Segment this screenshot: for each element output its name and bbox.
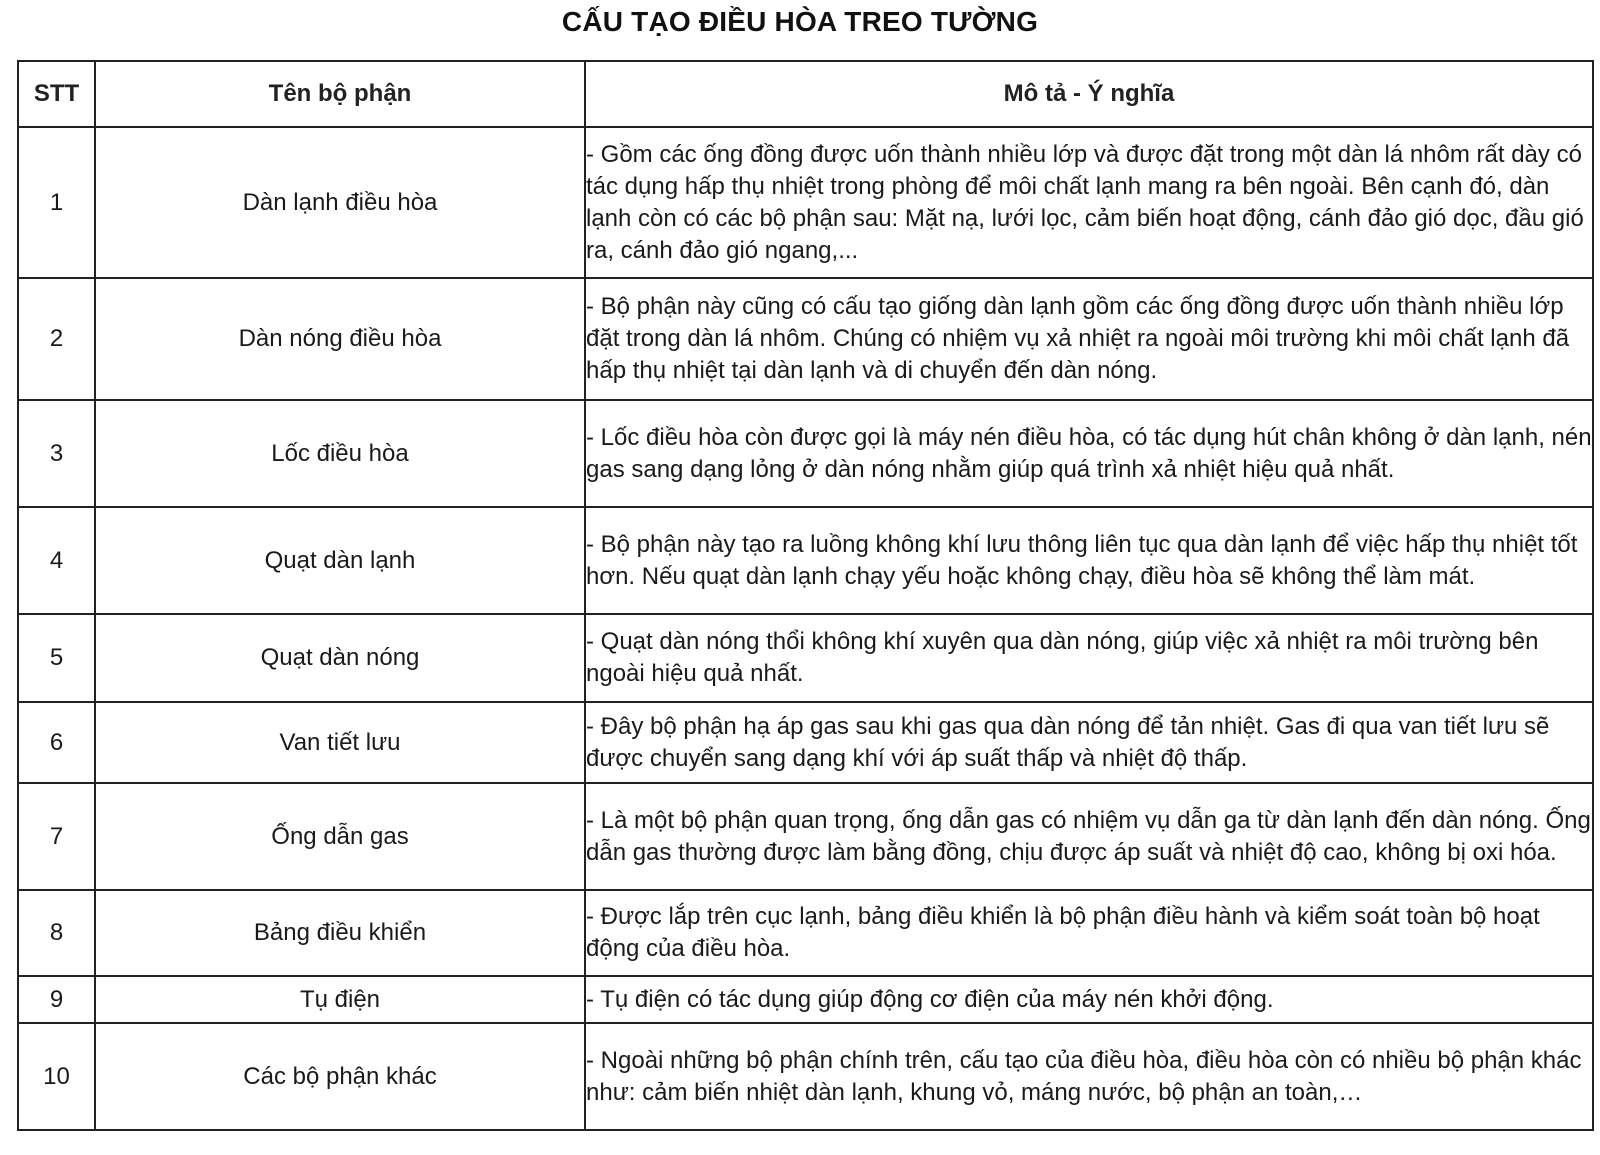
table-row: [18, 702, 1593, 783]
table-row: [18, 127, 1593, 278]
table-row: [18, 400, 1593, 507]
header-part-name: Tên bộ phận: [95, 61, 585, 127]
header-description: Mô tả - Ý nghĩa: [585, 61, 1593, 127]
row-part-name: Dàn lạnh điều hòa: [95, 127, 585, 278]
row-description: - Đây bộ phận hạ áp gas sau khi gas qua dàn nóng để tản nhiệt. Gas đi qua van tiết lưu sẽ được chuyển sang dạng khí với áp suất thấp và nhiệt độ thấp.: [585, 702, 1593, 783]
table-header-row: [18, 61, 1593, 127]
row-stt: 1: [18, 127, 95, 278]
table-row: [18, 976, 1593, 1023]
row-description: - Tụ điện có tác dụng giúp động cơ điện của máy nén khởi động.: [585, 976, 1593, 1023]
row-part-name: Ống dẫn gas: [95, 783, 585, 890]
row-stt: 9: [18, 976, 95, 1023]
table-row: [18, 1023, 1593, 1130]
row-part-name: Tụ điện: [95, 976, 585, 1023]
header-stt: STT: [18, 61, 95, 127]
row-stt: 5: [18, 614, 95, 702]
row-part-name: Quạt dàn lạnh: [95, 507, 585, 614]
row-stt: 6: [18, 702, 95, 783]
parts-table: [17, 60, 1594, 1131]
page-title: CẤU TẠO ĐIỀU HÒA TREO TƯỜNG: [561, 6, 1039, 37]
row-description: - Lốc điều hòa còn được gọi là máy nén điều hòa, có tác dụng hút chân không ở dàn lạnh, nén gas sang dạng lỏng ở dàn nóng nhằm giúp quá trình xả nhiệt hiệu quả nhất.: [585, 400, 1593, 507]
row-stt: 8: [18, 890, 95, 976]
row-stt: 4: [18, 507, 95, 614]
row-description: - Bộ phận này tạo ra luồng không khí lưu thông liên tục qua dàn lạnh để việc hấp thụ nhiệt tốt hơn. Nếu quạt dàn lạnh chạy yếu hoặc không chạy, điều hòa sẽ không thể làm mát.: [585, 507, 1593, 614]
table-row: [18, 614, 1593, 702]
row-description: - Gồm các ống đồng được uốn thành nhiều lớp và được đặt trong một dàn lá nhôm rất dày có tác dụng hấp thụ nhiệt trong phòng để môi chất lạnh mang ra bên ngoài. Bên cạnh đó, dàn lạnh còn có các bộ phận sau: Mặt nạ, lưới lọc, cảm biến hoạt động, cánh đảo gió dọc, đầu gió ra, cánh đảo gió ngang,...: [585, 127, 1593, 278]
row-description: - Quạt dàn nóng thổi không khí xuyên qua dàn nóng, giúp việc xả nhiệt ra môi trường bên ngoài hiệu quả nhất.: [585, 614, 1593, 702]
row-description: - Bộ phận này cũng có cấu tạo giống dàn lạnh gồm các ống đồng được uốn thành nhiều lớp đặt trong dàn lá nhôm. Chúng có nhiệm vụ xả nhiệt ra ngoài môi trường khi môi chất lạnh đã hấp thụ nhiệt tại dàn lạnh và di chuyển đến dàn nóng.: [585, 278, 1593, 400]
table-row: [18, 278, 1593, 400]
row-stt: 2: [18, 278, 95, 400]
table-row: [18, 507, 1593, 614]
row-part-name: Van tiết lưu: [95, 702, 585, 783]
row-description: - Ngoài những bộ phận chính trên, cấu tạo của điều hòa, điều hòa còn có nhiều bộ phận khác như: cảm biến nhiệt dàn lạnh, khung vỏ, máng nước, bộ phận an toàn,…: [585, 1023, 1593, 1130]
table-row: [18, 890, 1593, 976]
row-description: - Là một bộ phận quan trọng, ống dẫn gas có nhiệm vụ dẫn ga từ dàn lạnh đến dàn nóng. Ống dẫn gas thường được làm bằng đồng, chịu được áp suất và nhiệt độ cao, không bị oxi hóa.: [585, 783, 1593, 890]
row-stt: 10: [18, 1023, 95, 1130]
row-stt: 7: [18, 783, 95, 890]
row-part-name: Quạt dàn nóng: [95, 614, 585, 702]
row-part-name: Các bộ phận khác: [95, 1023, 585, 1130]
row-stt: 3: [18, 400, 95, 507]
row-part-name: Lốc điều hòa: [95, 400, 585, 507]
row-part-name: Dàn nóng điều hòa: [95, 278, 585, 400]
row-description: - Được lắp trên cục lạnh, bảng điều khiển là bộ phận điều hành và kiểm soát toàn bộ hoạt động của điều hòa.: [585, 890, 1593, 976]
row-part-name: Bảng điều khiển: [95, 890, 585, 976]
table-row: [18, 783, 1593, 890]
